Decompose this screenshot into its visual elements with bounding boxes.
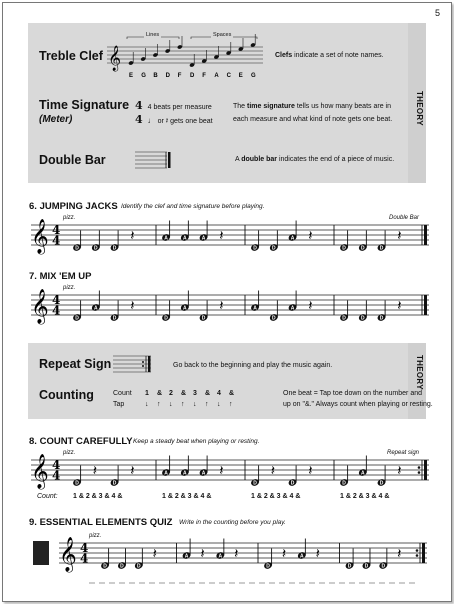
- note-letter: D: [253, 480, 257, 487]
- diagram-note-name: F: [177, 73, 182, 79]
- diagram-note-name: F: [202, 73, 206, 79]
- final-barline-thick: [424, 460, 427, 480]
- note-letter: A: [93, 305, 98, 312]
- note-letter: D: [136, 563, 141, 570]
- quarter-rest: 𝄽: [130, 298, 135, 314]
- tap-arrow: ↑: [181, 401, 185, 408]
- tap-arrow: ↓: [169, 401, 173, 408]
- exercise-9-pizz: pizz.: [89, 533, 102, 539]
- time-signature-title: Time Signature: [39, 98, 130, 112]
- final-barline-thick: [424, 295, 427, 315]
- exercise-7-title: 7. MIX 'EM UP: [29, 271, 92, 282]
- time-signature-top: 4: [52, 293, 61, 307]
- count-value: &: [181, 390, 187, 397]
- exercise-8-instruction: Keep a steady beat when playing or resting.: [133, 438, 260, 445]
- note-letter: D: [360, 315, 365, 322]
- note-letter: A: [182, 470, 187, 477]
- quarter-rest: 𝄽: [130, 463, 135, 479]
- exercise-8-right-note: Repeat sign: [387, 450, 420, 456]
- note-letter: D: [342, 315, 346, 322]
- exercise-9-title: 9. ESSENTIAL ELEMENTS QUIZ: [29, 517, 173, 528]
- quarter-rest: 𝄽: [219, 463, 224, 479]
- note-letter: A: [360, 470, 365, 477]
- exercise-6-title: 6. JUMPING JACKS: [29, 201, 118, 212]
- note-letter: D: [75, 245, 79, 252]
- exercise-9-counting-blanks: [89, 581, 419, 585]
- exercise-7-staff: [25, 283, 435, 327]
- note-letter: A: [201, 470, 206, 477]
- note-letter: A: [299, 553, 304, 560]
- treble-clef-icon: 𝄞: [31, 219, 49, 254]
- treble-clef-icon: 𝄞: [31, 289, 49, 324]
- repeat-sign-title: Repeat Sign: [39, 357, 112, 371]
- repeat-dot: [418, 466, 421, 469]
- diagram-note-name: G: [141, 73, 146, 79]
- quarter-rest: 𝄽: [308, 228, 313, 244]
- note-letter: A: [290, 305, 295, 312]
- theory-side-label: THEORY: [415, 91, 424, 126]
- counting-description: One beat = Tap toe down on the number and up on "&." Always count when playing or resting.: [283, 390, 433, 408]
- exercise-9-staff: [53, 531, 433, 575]
- note-letter: A: [184, 553, 189, 560]
- diagram-note-name: E: [129, 73, 134, 79]
- quarter-rest: 𝄽: [397, 546, 402, 562]
- exercise-9-instruction: Write in the counting before you play.: [179, 519, 286, 526]
- diagram-notes-names: [129, 73, 256, 79]
- treble-clef-icon: 𝄞: [108, 46, 122, 71]
- diagram-note-name: G: [251, 73, 256, 79]
- theory-side-label-2: THEORY: [415, 355, 424, 390]
- time-signature-bottom: 4: [52, 233, 61, 248]
- note-letter: D: [112, 480, 117, 487]
- note-letter: A: [290, 235, 295, 242]
- count-value: &: [205, 390, 211, 397]
- treble-clef-staff-diagram: [107, 31, 267, 83]
- diagram-note-name: B: [153, 73, 158, 79]
- quiz-badge-icon: [33, 541, 49, 565]
- note-letter: D: [364, 563, 369, 570]
- quarter-rest: 𝄽: [281, 546, 287, 562]
- repeat-dot: [416, 554, 419, 557]
- note-letter: D: [112, 315, 117, 322]
- time-signature-top: 4: [80, 541, 89, 555]
- count-value: 1: [145, 390, 149, 397]
- final-barline-thick: [422, 543, 425, 563]
- note-letter: D: [271, 245, 276, 252]
- tap-arrow: ↓: [145, 401, 149, 408]
- spaces-label: Spaces: [213, 32, 232, 38]
- note-letter: D: [112, 245, 117, 252]
- exercise-6-right-note: Double Bar: [389, 215, 420, 221]
- note-letter: D: [164, 315, 168, 322]
- note-letter: D: [379, 245, 384, 252]
- quarter-rest-icon: 𝄽: [165, 116, 169, 125]
- quarter-rest: 𝄽: [200, 546, 205, 562]
- quarter-rest: 𝄽: [92, 463, 98, 479]
- staff-lines: [31, 460, 429, 480]
- meter-subtitle: (Meter): [39, 114, 73, 125]
- repeat-sign-diagram: [113, 354, 153, 374]
- count-value: 2: [169, 390, 173, 397]
- time-signature-bottom: 4: [52, 468, 61, 483]
- final-barline-thick: [424, 225, 427, 245]
- tap-arrow: ↓: [193, 401, 197, 408]
- tap-arrow: ↓: [217, 401, 221, 408]
- page-number: 5: [435, 8, 441, 18]
- diagram-note-name: D: [190, 73, 195, 79]
- quarter-note-icon: ♩: [147, 116, 156, 125]
- clefs-description: Clefs indicate a set of note names.: [275, 52, 384, 59]
- exercise-8-title: 8. COUNT CAREFULLY: [29, 436, 133, 447]
- quarter-rest: 𝄽: [308, 298, 313, 314]
- quarter-rest: 𝄽: [130, 228, 135, 244]
- double-bar-description: A double bar indicates the end of a piece of music.: [235, 156, 395, 163]
- note-letter: D: [75, 315, 79, 322]
- count-group: 1 & 2 & 3 & 4 &: [162, 493, 212, 500]
- treble-clef-icon: 𝄞: [59, 537, 77, 572]
- diagram-note-name: C: [226, 73, 231, 79]
- quarter-rest: 𝄽: [397, 228, 402, 244]
- note-letter: A: [253, 305, 257, 312]
- staff-lines: [31, 225, 429, 245]
- note-letter: A: [164, 235, 168, 242]
- note-letter: D: [271, 315, 276, 322]
- quarter-rest: 𝄽: [308, 463, 313, 479]
- count-label: Count: [113, 390, 132, 397]
- count-value: 4: [217, 390, 221, 397]
- count-value: &: [157, 390, 163, 397]
- note-letter: D: [201, 315, 206, 322]
- quarter-rest: 𝄽: [219, 228, 224, 244]
- exercise-8-count-label: Count:: [37, 493, 58, 500]
- count-group: 1 & 2 & 3 & 4 &: [73, 493, 123, 500]
- method-book-page: [2, 2, 452, 602]
- note-letter: D: [75, 480, 79, 487]
- note-letter: D: [290, 480, 295, 487]
- note-letter: D: [381, 563, 386, 570]
- note-letter: D: [103, 563, 107, 570]
- tap-label: Tap: [113, 401, 125, 408]
- note-letter: D: [266, 563, 270, 570]
- tap-arrow: ↑: [157, 401, 161, 408]
- note-letter: A: [164, 470, 168, 477]
- repeat-sign-description: Go back to the beginning and play the music again.: [173, 362, 333, 369]
- diagram-note-name: D: [165, 73, 170, 79]
- quarter-rest: 𝄽: [397, 298, 402, 314]
- quarter-rest: 𝄽: [152, 546, 157, 562]
- note-letter: D: [360, 245, 365, 252]
- exercise-6-pizz: pizz.: [63, 215, 76, 221]
- repeat-dot: [416, 549, 419, 552]
- lines-label: Lines: [146, 32, 160, 38]
- time-signature-description: The time signature tells us how many beats are in each measure and what kind of note gets one beat.: [233, 103, 393, 123]
- note-letter: A: [201, 235, 206, 242]
- note-letter: D: [253, 245, 257, 252]
- count-group: 1 & 2 & 3 & 4 &: [251, 493, 301, 500]
- time-signature-top: 4: [52, 458, 61, 472]
- repeat-dot: [418, 471, 421, 474]
- note-letter: D: [342, 480, 346, 487]
- quarter-rest: 𝄽: [219, 298, 224, 314]
- note-letter: D: [342, 245, 346, 252]
- exercise-8-pizz: pizz.: [63, 450, 76, 456]
- exercise-7-pizz: pizz.: [63, 285, 76, 291]
- treble-clef-title: Treble Clef: [39, 49, 103, 63]
- note-letter: D: [347, 563, 352, 570]
- diagram-note-name: E: [238, 73, 243, 79]
- tap-arrow: ↑: [205, 401, 209, 408]
- diagram-note-name: A: [214, 73, 219, 79]
- quarter-rest: 𝄽: [234, 546, 239, 562]
- count-value: 3: [193, 390, 197, 397]
- note-letter: D: [120, 563, 124, 570]
- double-bar-diagram: [135, 150, 175, 170]
- time-signature-example: 4 4 beats per measure 4 ♩ or 𝄽 gets one beat: [135, 99, 213, 126]
- time-signature-bottom: 4: [52, 303, 61, 318]
- quarter-rest: 𝄽: [315, 546, 320, 562]
- time-signature-bottom: 4: [80, 551, 89, 566]
- count-group: 1 & 2 & 3 & 4 &: [340, 493, 390, 500]
- quarter-rest: 𝄽: [270, 463, 276, 479]
- exercise-6-instruction: Identify the clef and time signature before playing.: [121, 203, 265, 210]
- note-letter: D: [379, 480, 384, 487]
- note-letter: A: [182, 235, 187, 242]
- treble-clef-icon: 𝄞: [31, 454, 49, 489]
- exercise-6-staff: [25, 213, 435, 257]
- note-letter: D: [93, 245, 98, 252]
- staff-lines: [31, 295, 429, 315]
- note-letter: D: [379, 315, 384, 322]
- note-letter: A: [182, 305, 187, 312]
- quarter-rest: 𝄽: [397, 463, 402, 479]
- double-bar-title: Double Bar: [39, 153, 106, 167]
- note-letter: A: [218, 553, 223, 560]
- tap-arrow: ↑: [229, 401, 233, 408]
- count-value: &: [229, 390, 235, 397]
- exercise-8-staff: [25, 448, 435, 492]
- time-signature-top: 4: [52, 223, 61, 237]
- counting-title: Counting: [39, 388, 94, 402]
- staff-lines: [59, 543, 427, 563]
